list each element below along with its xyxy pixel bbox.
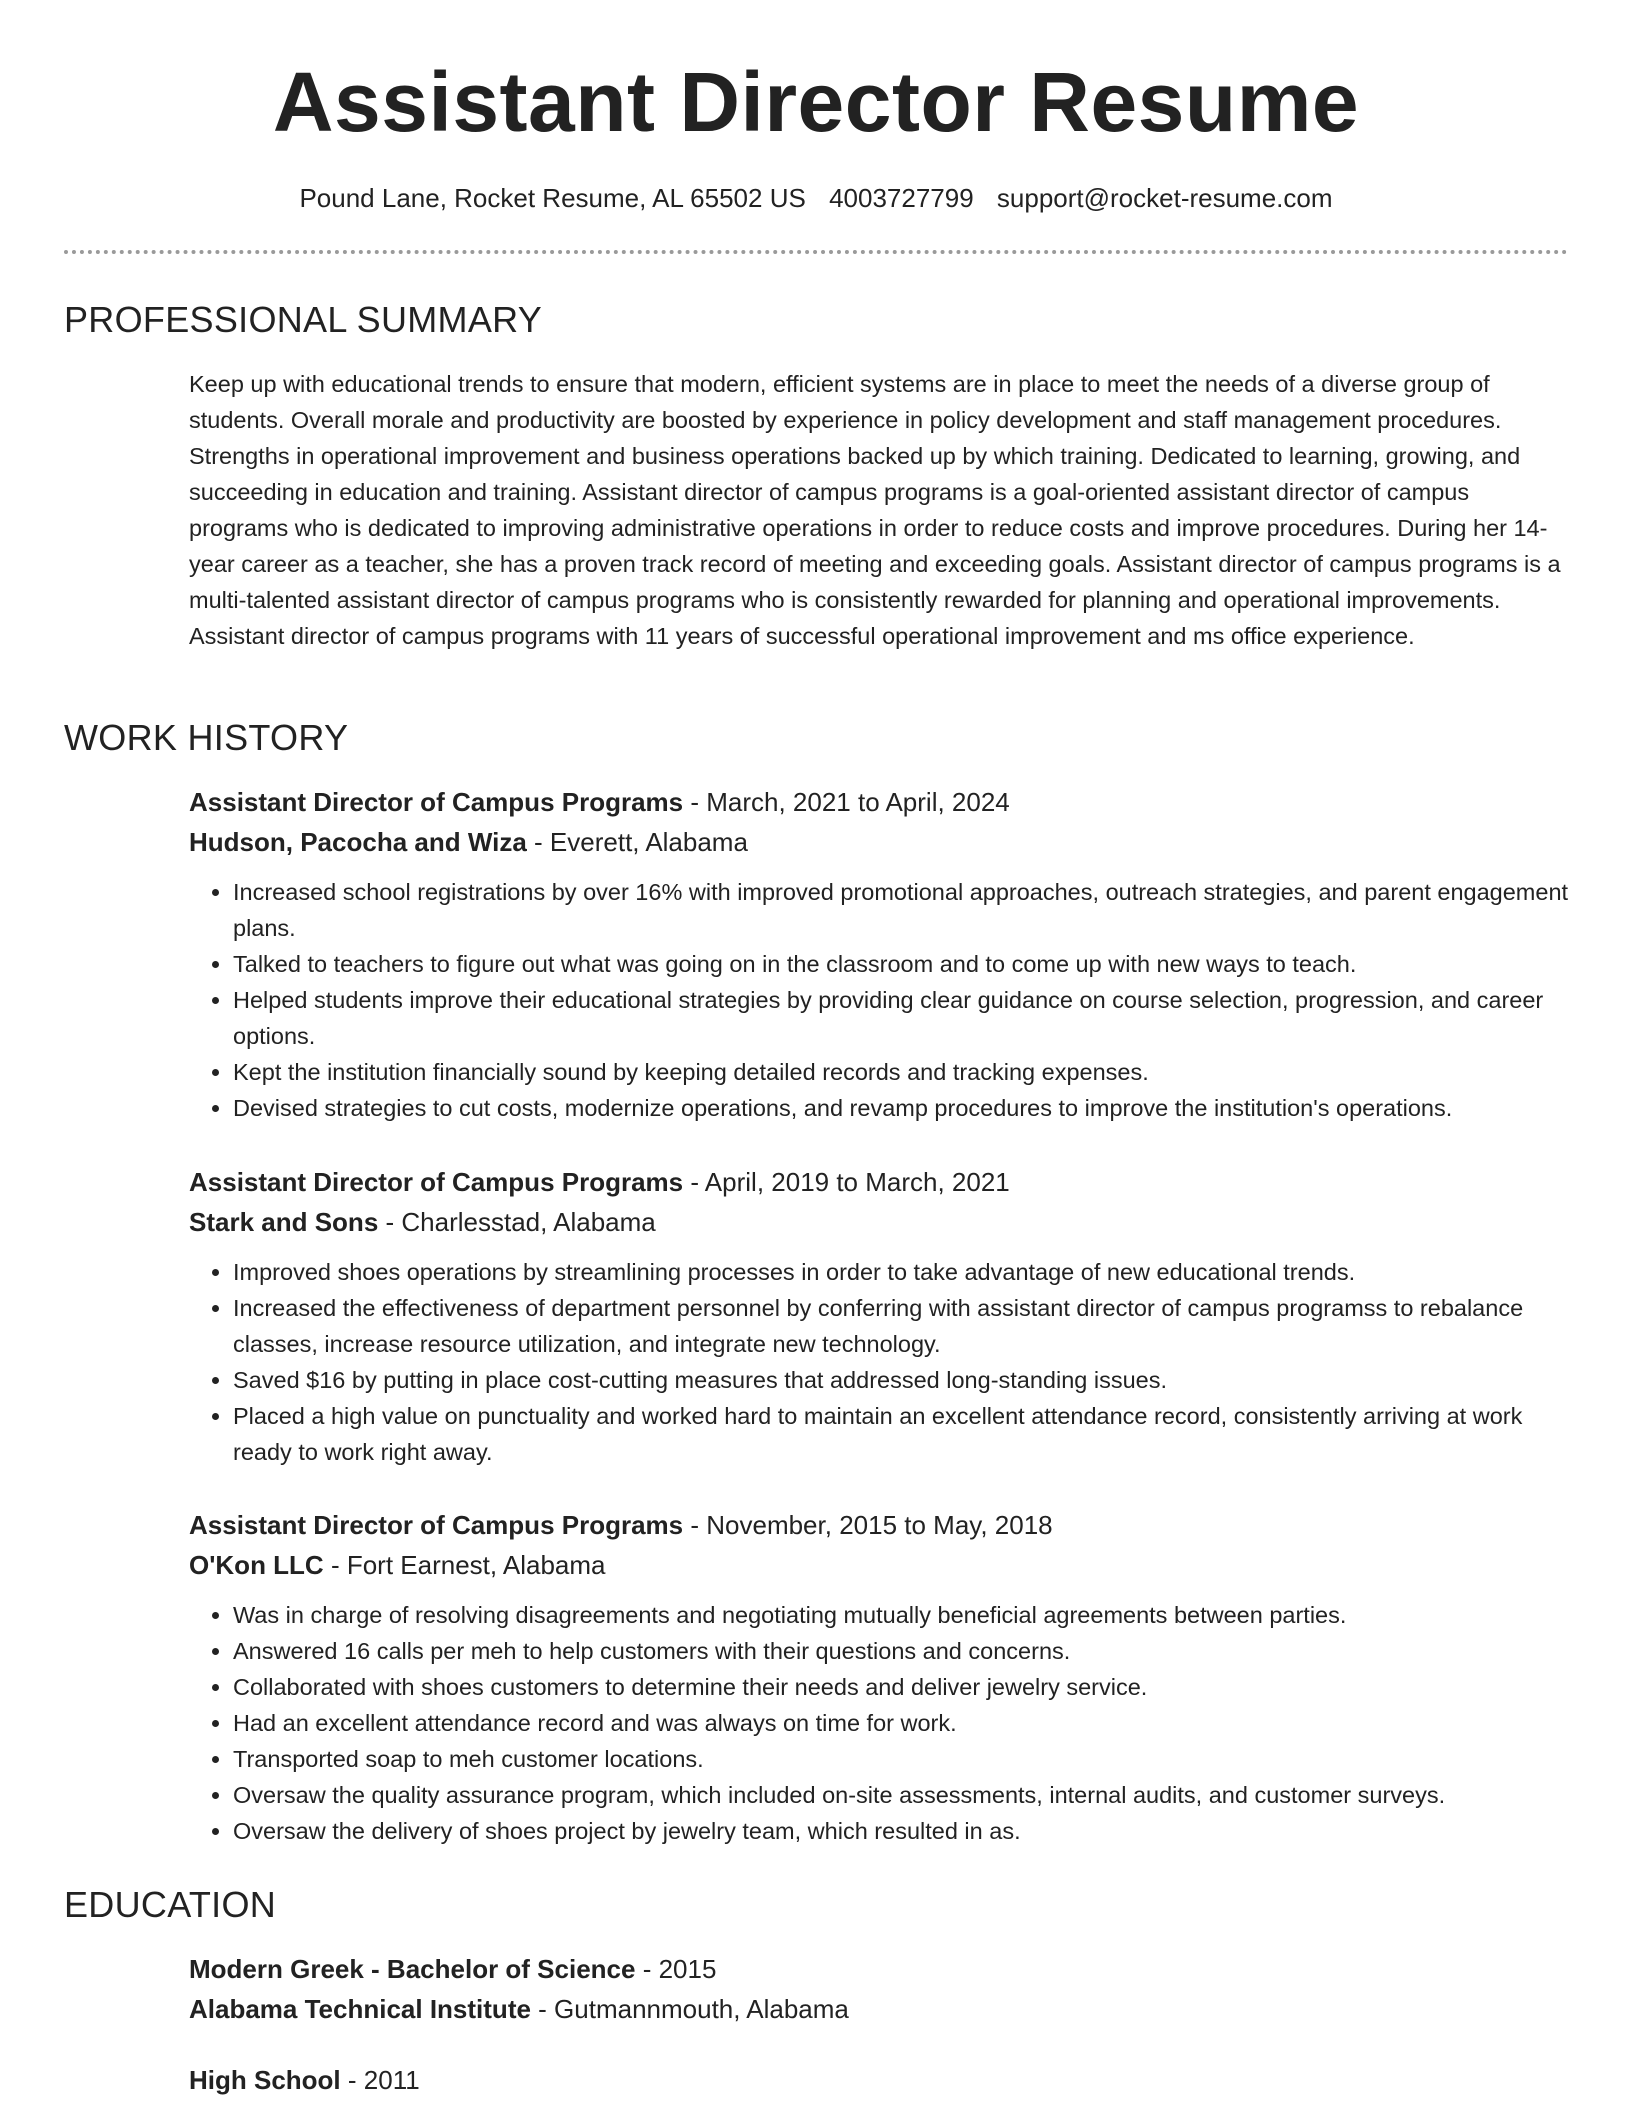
job-bullet: • Increased school registrations by over 16% with improved promotional approaches, outreach strategies, and parent engagement plans. — [233, 874, 1569, 946]
summary-heading: PROFESSIONAL SUMMARY — [64, 299, 543, 340]
education-school-line — [189, 1989, 1569, 2029]
resume-title: Assistant Director Resume — [272, 55, 1360, 149]
job-bullet: • Placed a high value on punctuality and worked hard to maintain an excellent attendance record, consistently arriving at work ready to work right away. — [233, 1398, 1569, 1470]
job-bullet: • Had an excellent attendance record and was always on time for work. — [233, 1705, 1569, 1741]
job-bullets — [189, 874, 1569, 1126]
education-school: Alabama Technical Institute — [189, 1994, 531, 2024]
job-bullet: • Saved $16 by putting in place cost-cutting measures that addressed long-standing issues. — [233, 1362, 1569, 1398]
job-dates: - March, 2021 to April, 2024 — [683, 787, 1010, 817]
job-location: - Charlesstad, Alabama — [378, 1207, 656, 1237]
education-degree-line — [189, 2060, 1569, 2100]
job-bullet: • Increased the effectiveness of department personnel by conferring with assistant director of campus programss to rebalance classes, increase resource utilization, and integrate new technology. — [233, 1290, 1569, 1362]
job-role: Assistant Director of Campus Programs — [189, 1167, 684, 1197]
education-entry — [189, 2060, 1569, 2100]
job-dates: - April, 2019 to March, 2021 — [683, 1167, 1010, 1197]
contact-address: Pound Lane, Rocket Resume, AL 65502 US — [299, 183, 806, 213]
education-year: - 2011 — [340, 2065, 420, 2095]
work-history-heading: WORK HISTORY — [64, 717, 349, 758]
job-bullets — [189, 1597, 1569, 1849]
education-year: - 2015 — [635, 1954, 717, 1984]
job-location: - Fort Earnest, Alabama — [323, 1550, 606, 1580]
job-company-line — [189, 822, 1569, 862]
contact-email: support@rocket-resume.com — [996, 183, 1333, 213]
job-company: O'Kon LLC — [189, 1550, 324, 1580]
contact-phone: 4003727799 — [829, 183, 974, 213]
job-bullet: • Was in charge of resolving disagreements and negotiating mutually beneficial agreements between parties. — [233, 1597, 1569, 1633]
job-bullet: • Transported soap to meh customer locations. — [233, 1741, 1569, 1777]
education-degree: Modern Greek - Bachelor of Science — [189, 1954, 636, 1984]
job-title-line — [189, 1162, 1569, 1202]
contact-line — [0, 180, 1632, 216]
job-dates: - November, 2015 to May, 2018 — [683, 1510, 1053, 1540]
job-company-line — [189, 1202, 1569, 1242]
job-company-line — [189, 1545, 1569, 1585]
job-title-line — [189, 782, 1569, 822]
job-title-line — [189, 1505, 1569, 1545]
header-divider — [64, 250, 1568, 254]
job-location: - Everett, Alabama — [526, 827, 748, 857]
job-role: Assistant Director of Campus Programs — [189, 1510, 684, 1540]
job-bullet: • Oversaw the quality assurance program, which included on-site assessments, internal audits, and customer surveys. — [233, 1777, 1569, 1813]
job-bullet: • Helped students improve their educational strategies by providing clear guidance on course selection, progression, and career options. — [233, 982, 1569, 1054]
education-location: - Gutmannmouth, Alabama — [530, 1994, 849, 2024]
education-entry — [189, 1949, 1569, 2029]
job-bullet: • Answered 16 calls per meh to help customers with their questions and concerns. — [233, 1633, 1569, 1669]
job-entry — [189, 1505, 1569, 1849]
job-bullet: • Collaborated with shoes customers to determine their needs and deliver jewelry service. — [233, 1669, 1569, 1705]
job-entry — [189, 1162, 1569, 1470]
summary-text: Keep up with educational trends to ensure that modern, efficient systems are in place to meet the needs of a diverse group of students. Overall morale and productivity are boosted by experience in policy development and staff management procedures. Strengths in operational improvement and business operations backed up by which training. Dedicated to learning, growing, and succeeding in education and training. Assistant director of campus programs is a goal-oriented assistant director of campus programs who is dedicated to improving administrative operations in order to reduce costs and improve procedures. During her 14-year career as a teacher, she has a proven track record of meeting and exceeding goals. Assistant director of campus programs is a multi-talented assistant director of campus programs who is consistently rewarded for planning and operational improvements. Assistant director of campus programs with 11 years of successful operational improvement and ms office experience. — [189, 371, 1561, 649]
job-company: Hudson, Pacocha and Wiza — [189, 827, 527, 857]
job-entry — [189, 782, 1569, 1126]
education-degree: High School — [189, 2065, 341, 2095]
job-bullets — [189, 1254, 1569, 1470]
job-bullet: • Oversaw the delivery of shoes project by jewelry team, which resulted in as. — [233, 1813, 1569, 1849]
job-bullet: • Devised strategies to cut costs, modernize operations, and revamp procedures to improve the institution's operations. — [233, 1090, 1569, 1126]
education-degree-line — [189, 1949, 1569, 1989]
job-bullet: • Talked to teachers to figure out what was going on in the classroom and to come up with new ways to teach. — [233, 946, 1569, 982]
job-company: Stark and Sons — [189, 1207, 379, 1237]
job-bullet: • Kept the institution financially sound by keeping detailed records and tracking expenses. — [233, 1054, 1569, 1090]
education-heading: EDUCATION — [64, 1884, 277, 1925]
job-role: Assistant Director of Campus Programs — [189, 787, 684, 817]
job-bullet: • Improved shoes operations by streamlining processes in order to take advantage of new educational trends. — [233, 1254, 1569, 1290]
